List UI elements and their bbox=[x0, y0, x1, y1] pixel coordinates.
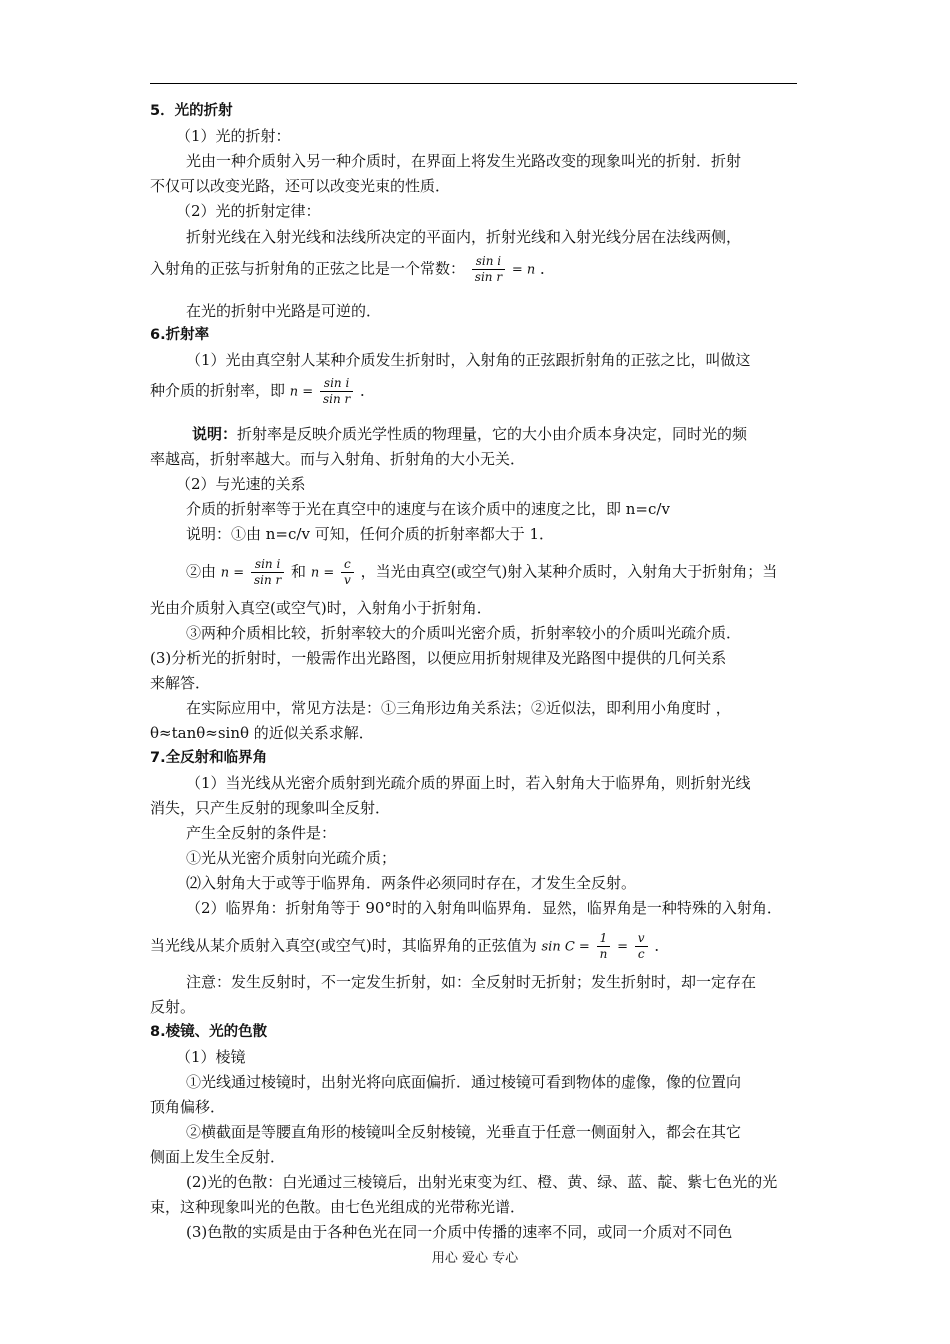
s6-paragraph-4 bbox=[186, 557, 777, 588]
period: ． bbox=[654, 936, 670, 955]
speed-ratio-fraction bbox=[341, 557, 354, 588]
s6-text: ，当光由真空(或空气)射入某种介质时，入射角大于折射角；当 bbox=[360, 562, 778, 581]
section-6-title: 6.折射率 bbox=[150, 327, 210, 343]
s6-paragraph-6a: (3)分析光的折射时，一般需作出光路图，以便应用折射规律及光路图中提供的几何关系 bbox=[150, 649, 727, 667]
s5-text: 入射角的正弦与折射角的正弦之比是一个常数： bbox=[150, 259, 466, 278]
s6-paragraph-3: 说明：①由 n=c/v 可知，任何介质的折射率都大于 1． bbox=[186, 525, 555, 543]
s6-note-a bbox=[192, 424, 747, 444]
s6-note-b: 率越高，折射率越大。而与入射角、折射角的大小无关． bbox=[150, 450, 526, 468]
equation-lhs: sin C = bbox=[541, 939, 590, 955]
fraction-numerator: v bbox=[637, 931, 645, 945]
s7-paragraph-7a: 注意：发生反射时，不一定发生折射，如：全反射时无折射；发生折射时，却一定存在 bbox=[186, 973, 757, 991]
s5-paragraph-3: 在光的折射中光路是可逆的． bbox=[186, 302, 382, 320]
s8-paragraph-2b: 侧面上发生全反射． bbox=[150, 1148, 286, 1166]
period: ． bbox=[540, 259, 556, 278]
s6-paragraph-7b: θ≈tanθ≈sinθ 的近似关系求解． bbox=[150, 724, 374, 742]
page-footer: 用心 爱心 专心 bbox=[431, 1251, 519, 1266]
note-label: 说明： bbox=[192, 425, 238, 443]
fraction-denominator: v bbox=[341, 572, 354, 588]
s7-paragraph-1b: 消失，只产生反射的现象叫全反射． bbox=[150, 799, 391, 817]
fraction-denominator: sin r bbox=[251, 572, 284, 588]
section-8-title: 8.棱镜、光的色散 bbox=[150, 1024, 268, 1040]
s7-text: 当光线从某介质射入真空(或空气)时，其临界角的正弦值为 bbox=[150, 936, 537, 955]
fraction-numerator: sin i bbox=[254, 557, 281, 571]
s5-paragraph-2b bbox=[150, 254, 555, 285]
fraction-numerator: c bbox=[344, 557, 351, 571]
critical-angle-fraction-1 bbox=[597, 931, 611, 962]
section-5-title: 5．光的折射 bbox=[150, 103, 233, 119]
fraction-denominator: sin r bbox=[472, 269, 505, 285]
s6-text: ②由 bbox=[186, 562, 217, 581]
s7-paragraph-7b: 反射。 bbox=[150, 998, 196, 1016]
fraction-numerator: 1 bbox=[599, 931, 608, 945]
equation-lhs-2: n = bbox=[310, 565, 335, 581]
section-7-title: 7.全反射和临界角 bbox=[150, 750, 268, 766]
s5-paragraph-1a: 光由一种介质射入另一种介质时，在界面上将发生光路改变的现象叫光的折射．折射 bbox=[186, 152, 742, 170]
header-rule bbox=[150, 83, 797, 84]
s6-subheading-2: （2）与光速的关系 bbox=[176, 475, 306, 493]
s8-paragraph-1a: ①光线通过棱镜时，出射光将向底面偏折．通过棱镜可看到物体的虚像，像的位置向 bbox=[186, 1073, 742, 1091]
period: ． bbox=[360, 381, 376, 400]
s7-paragraph-1a: （1）当光线从光密介质射到光疏介质的界面上时，若入射角大于临界角，则折射光线 bbox=[186, 774, 751, 792]
s5-subheading-2: （2）光的折射定律： bbox=[176, 202, 321, 220]
s7-paragraph-5: （2）临界角：折射角等于 90°时的入射角叫临界角．显然，临界角是一种特殊的入射角． bbox=[186, 899, 782, 917]
s7-paragraph-2: 产生全反射的条件是： bbox=[186, 824, 337, 842]
s8-paragraph-1b: 顶角偏移． bbox=[150, 1098, 226, 1116]
fraction-denominator: c bbox=[635, 946, 648, 962]
s6-paragraph-6b: 来解答． bbox=[150, 674, 211, 692]
equation-lhs: n = bbox=[289, 384, 314, 400]
equation-tail: = n bbox=[511, 262, 536, 278]
s5-subheading-1: （1）光的折射： bbox=[176, 127, 291, 145]
sine-ratio-fraction bbox=[251, 557, 284, 588]
equals-sign: = bbox=[617, 939, 629, 955]
fraction-denominator: sin r bbox=[320, 391, 353, 407]
s8-paragraph-3b: 束，这种现象叫光的色散。由七色光组成的光带称光谱． bbox=[150, 1198, 526, 1216]
conjunction: 和 bbox=[291, 562, 307, 581]
fraction-numerator: sin i bbox=[475, 254, 502, 268]
refractive-index-fraction bbox=[320, 376, 353, 407]
s6-paragraph-2: 介质的折射率等于光在真空中的速度与在该介质中的速度之比，即 n=c/v bbox=[186, 500, 670, 518]
snell-fraction bbox=[472, 254, 505, 285]
note-text: 折射率是反映介质光学性质的物理量，它的大小由介质本身决定，同时光的频 bbox=[237, 425, 748, 443]
fraction-numerator: sin i bbox=[323, 376, 350, 390]
s8-paragraph-4: (3)色散的实质是由于各种色光在同一介质中传播的速率不同，或同一介质对不同色 bbox=[186, 1223, 733, 1241]
s8-subheading-1: （1）棱镜 bbox=[176, 1048, 246, 1066]
s5-paragraph-1b: 不仅可以改变光路，还可以改变光束的性质． bbox=[150, 177, 451, 195]
s7-paragraph-4: ⑵入射角大于或等于临界角．两条件必须同时存在，才发生全反射。 bbox=[186, 874, 637, 892]
s8-paragraph-2a: ②横截面是等腰直角形的棱镜叫全反射棱镜，光垂直于任意一侧面射入，都会在其它 bbox=[186, 1123, 742, 1141]
s6-paragraph-4b: 光由介质射入真空(或空气)时，入射角小于折射角． bbox=[150, 599, 492, 617]
s7-paragraph-3: ①光从光密介质射向光疏介质； bbox=[186, 849, 397, 867]
s6-paragraph-5: ③两种介质相比较，折射率较大的介质叫光密介质，折射率较小的介质叫光疏介质． bbox=[186, 624, 742, 642]
s6-paragraph-7a: 在实际应用中，常见方法是：①三角形边角关系法；②近似法，即利用小角度时 ， bbox=[186, 699, 731, 717]
critical-angle-fraction-2 bbox=[635, 931, 648, 962]
equation-lhs: n = bbox=[220, 565, 245, 581]
s7-paragraph-6 bbox=[150, 931, 669, 962]
s6-text: 种介质的折射率，即 bbox=[150, 381, 286, 400]
fraction-denominator: n bbox=[597, 946, 611, 962]
s5-paragraph-2a: 折射光线在入射光线和法线所决定的平面内，折射光线和入射光线分居在法线两侧， bbox=[186, 228, 742, 246]
s8-paragraph-3a: (2)光的色散：白光通过三棱镜后，出射光束变为红、橙、黄、绿、蓝、靛、紫七色光的光 bbox=[186, 1173, 778, 1191]
s6-paragraph-1a: （1）光由真空射人某种介质发生折射时，入射角的正弦跟折射角的正弦之比，叫做这 bbox=[186, 351, 751, 369]
s6-paragraph-1b bbox=[150, 376, 375, 407]
